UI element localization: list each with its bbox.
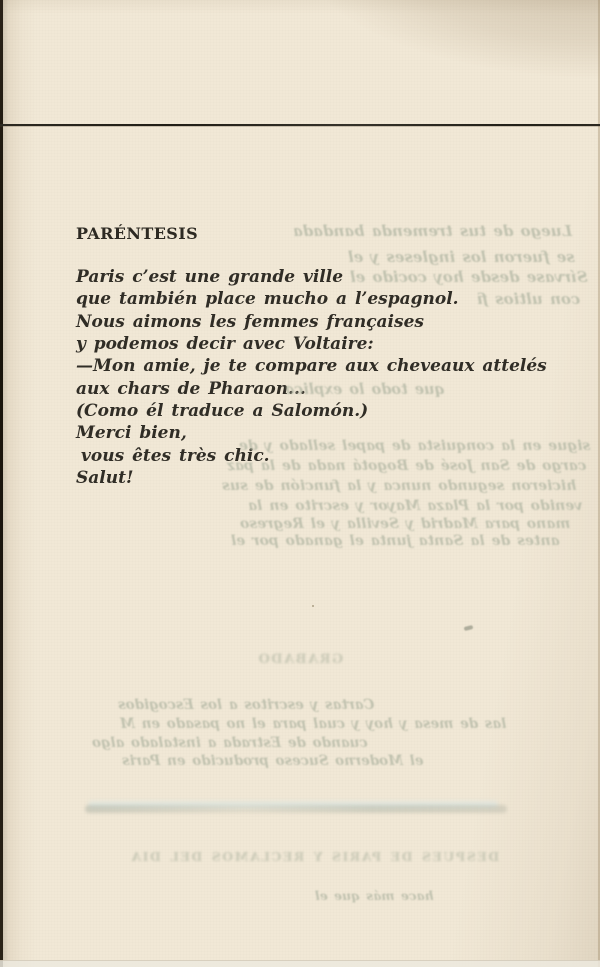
page-title: PARÉNTESIS (76, 224, 199, 243)
ghost-showthrough-line: Sírvase desde hoy cocido el (350, 268, 588, 286)
poem-line: que también place mucho a l’espagnol. (76, 289, 459, 310)
ghost-smudge-band (85, 805, 507, 813)
poem-line: Merci bien, (76, 423, 187, 444)
ghost-showthrough-line: cuando de Estrada a instalado algo (92, 735, 368, 751)
ghost-showthrough-line: mano para Madrid y Sevilla y el Regreso (239, 516, 570, 532)
ghost-showthrough-line: con ultios fi (476, 290, 580, 308)
page-left-edge-shadow (0, 0, 3, 967)
ghost-showthrough-line: sigue en la conquista de papel sellado y de (238, 438, 590, 454)
poem-line: Paris c’est une grande ville (76, 267, 344, 287)
ghost-showthrough-line: cargo de San José de Bogotá nada de la paz (226, 458, 586, 474)
ghost-showthrough-line: el Moderno Suceso producido en Paris (122, 753, 424, 769)
ghost-showthrough-line: las de mesa y hoy y cual para el no pasado en M (120, 716, 507, 732)
poem-line: vous êtes très chic. (81, 445, 270, 466)
ghost-showthrough-line: Cartas y escritos a los Escogidos (118, 697, 375, 713)
poem-line: y podemos decir avec Voltaire: (76, 334, 374, 355)
ghost-showthrough-line: que todo lo explica (285, 381, 445, 398)
poem-line: (Como él traduce a Salomón.) (76, 401, 369, 422)
ghost-showthrough-heading: GRABADO (257, 652, 344, 667)
poem-line: Nous aimons les femmes françaises (76, 311, 424, 332)
ghost-showthrough-line: hicieron segundo nunca y la función de sus (221, 478, 576, 494)
ghost-showthrough-line: antes de la Santa junta el ganado por el (231, 533, 560, 549)
ghost-showthrough-line: se fueron los ingleses y el (348, 248, 575, 266)
ghost-showthrough-line: venido por la Plaza Mayor y escrito en la (247, 498, 582, 514)
paper-speck (464, 625, 474, 631)
ghost-showthrough-heading: DESPUES DE PARIS Y RECLAMOS DEL DIA (130, 849, 500, 864)
scanner-bed-strip (0, 960, 600, 967)
paper-speck (312, 605, 314, 607)
ghost-showthrough-line: hace más que el (315, 888, 434, 903)
poem-line: Salut! (76, 468, 134, 489)
poem-line: aux chars de Pharaon... (76, 378, 306, 399)
ghost-showthrough-line: Luego de tus tremenda bandada (292, 222, 572, 240)
header-rule (0, 124, 600, 126)
poem-line: —Mon amie, je te compare aux cheveaux attelés (76, 356, 547, 377)
